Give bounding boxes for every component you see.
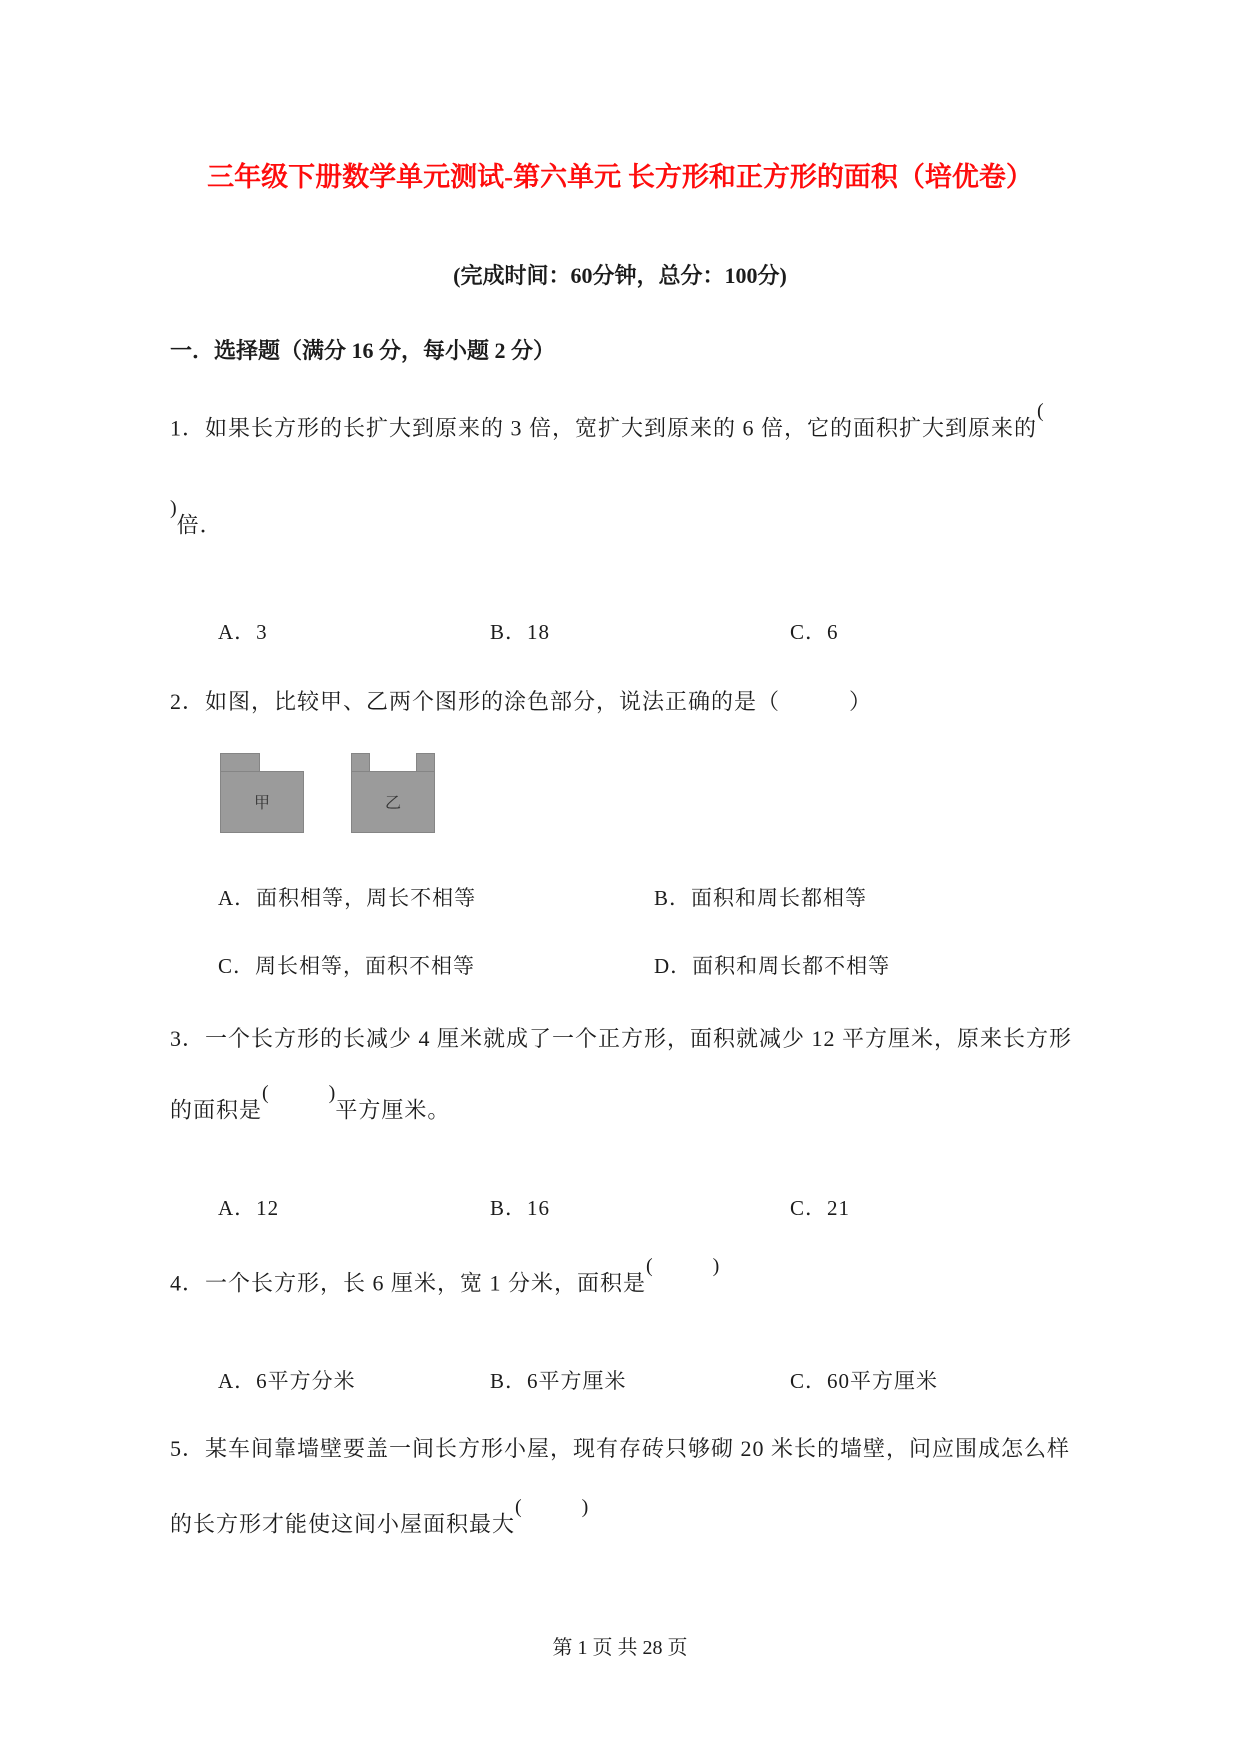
section-heading: 一．选择题（满分 16 分，每小题 2 分）: [170, 338, 556, 363]
question-2-options-row-2: [170, 953, 1070, 979]
question-1-text: 1．如果长方形的长扩大到原来的 3 倍，宽扩大到原来的 6 倍，它的面积扩大到原来的: [170, 415, 1038, 441]
question-1-continuation: 倍．: [176, 512, 223, 538]
question-1-open-paren: (: [1037, 400, 1044, 422]
shape-yi-right-tab: [416, 753, 435, 772]
q3-option-a: A．12: [218, 1195, 280, 1220]
shape-jia-tab: [220, 753, 260, 772]
q4-option-a: A．6平方分米: [218, 1369, 356, 1394]
shape-yi-left-tab: [351, 753, 370, 772]
question-1-line-1: [170, 400, 1070, 443]
q2-option-b: B．面积和周长都相等: [654, 885, 868, 910]
q3-option-b: B．16: [490, 1195, 551, 1220]
question-5-prefix: 的长方形才能使这间小屋面积最大: [170, 1511, 516, 1537]
question-1-line-2: [170, 497, 1070, 540]
question-5-line-1: 5．某车间靠墙壁要盖一间长方形小屋，现有存砖只够砌 20 米长的墙壁，问应围成怎么样: [170, 1436, 1071, 1462]
shape-yi-label: 乙: [384, 795, 401, 813]
question-2-figure: [220, 753, 1070, 833]
question-3-options: [170, 1195, 1070, 1221]
question-3-line-2: [170, 1081, 1070, 1125]
shape-yi: [351, 753, 435, 833]
q1-option-c: C．6: [790, 619, 839, 644]
question-4-text-line: [170, 1254, 1070, 1298]
question-2-text: 2．如图，比较甲、乙两个图形的涂色部分，说法正确的是（ ）: [170, 688, 873, 714]
question-3-prefix: 的面积是: [170, 1096, 263, 1122]
q2-option-d: D．面积和周长都不相等: [654, 953, 891, 978]
q1-option-a: A．3: [218, 619, 268, 644]
q3-option-c: C．21: [790, 1195, 851, 1220]
question-5-answer-blank: ( ): [515, 1496, 589, 1519]
exam-info: (完成时间：60分钟，总分：100分): [453, 263, 787, 288]
page-title: 三年级下册数学单元测试-第六单元 长方形和正方形的面积（培优卷）: [207, 162, 1033, 192]
shape-jia-label: 甲: [253, 795, 270, 813]
question-2-options-row-1: [170, 885, 1070, 911]
question-1-options: [170, 619, 1070, 645]
question-3-answer-blank: ( ): [262, 1081, 336, 1104]
question-3-line-1: 3．一个长方形的长减少 4 厘米就成了一个正方形，面积就减少 12 平方厘米，原来长方形: [170, 1025, 1073, 1051]
question-1-close-paren: ): [170, 497, 177, 520]
q4-option-c: C．60平方厘米: [790, 1369, 939, 1394]
q4-option-b: B．6平方厘米: [490, 1369, 627, 1394]
question-4-text: 4．一个长方形，长 6 厘米，宽 1 分米，面积是: [170, 1270, 647, 1296]
q1-option-b: B．18: [490, 619, 551, 644]
shape-jia: [220, 753, 304, 833]
q2-option-c: C．周长相等，面积不相等: [218, 953, 476, 978]
question-5-line-2: [170, 1496, 1070, 1539]
page-footer: 第 1 页 共 28 页: [552, 1636, 688, 1659]
question-4-answer-blank: ( ): [646, 1254, 720, 1277]
question-4-options: [170, 1368, 1070, 1394]
q2-option-a: A．面积相等，周长不相等: [218, 885, 477, 910]
question-3-suffix: 平方厘米。: [335, 1096, 451, 1122]
